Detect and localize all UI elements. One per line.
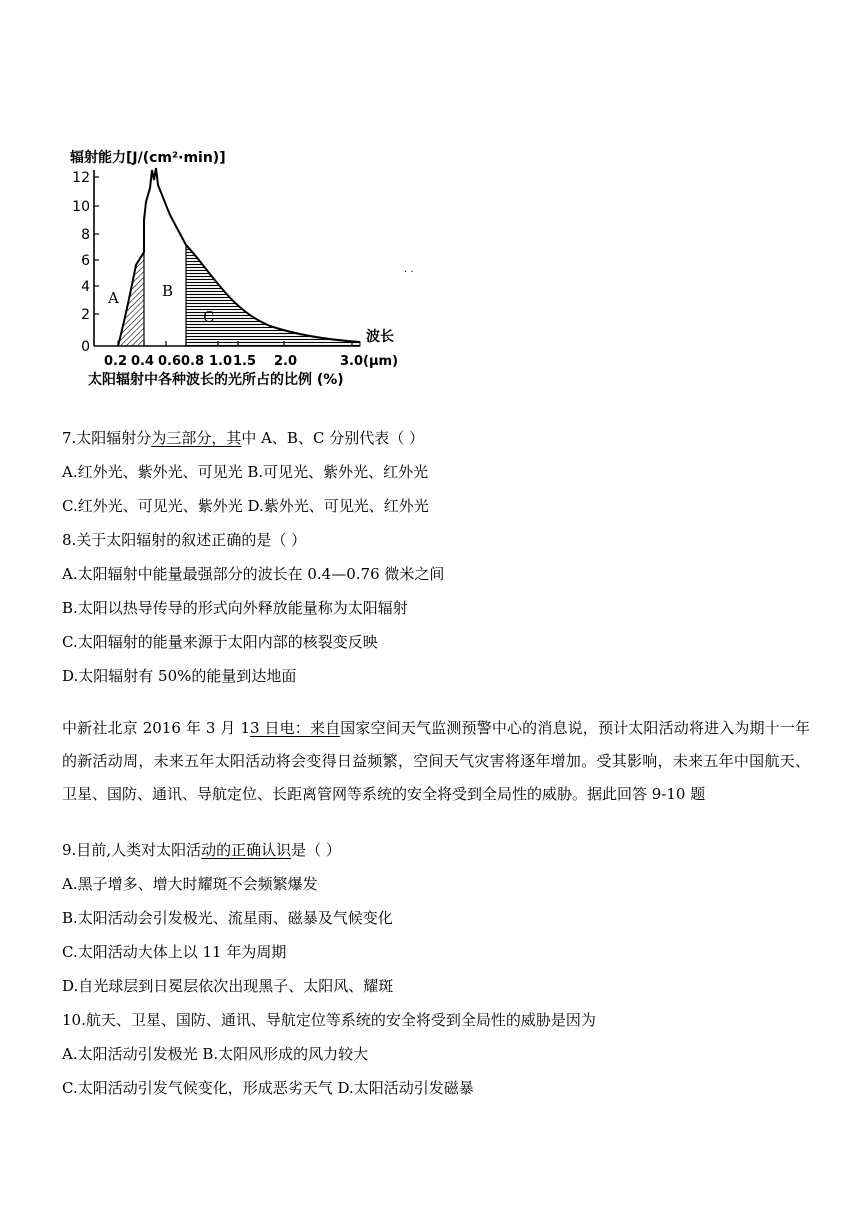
figure-caption: 太阳辐射中各种波长的光所占的比例 (%) — [88, 372, 344, 388]
solar-radiation-figure — [60, 140, 440, 395]
q7-options-cd: C.红外光、可见光、紫外光 D.紫外光、可见光、红外光 — [62, 497, 429, 515]
q9-option-a: A.黑子增多、增大时耀斑不会频繁爆发 — [62, 875, 318, 893]
news-passage: 中新社北京 2016 年 3 月 13 日电：来自国家空间天气监测预警中心的消息说，预计太阳活动将进入为期十一年的新活动周，未来五年太阳活动将会变得日益频繁，空间天气灾害将逐年增加。受其影响，未来五年中国航天、卫星、国防、通讯、导航定位、长距离管网等系统的安全将受到全局性的威胁。据此回答 9-10 题 — [62, 719, 810, 803]
radiation-spectrum-chart — [60, 140, 440, 395]
stray-mark: . . — [404, 264, 414, 275]
x-tick-label: 3.0(μm) — [340, 354, 399, 369]
y-tick-label: 2 — [81, 307, 90, 323]
q8-option-d: D.太阳辐射有 50%的能量到达地面 — [62, 667, 297, 685]
y-tick-label: 8 — [81, 227, 90, 243]
q8-option-b: B.太阳以热导传导的形式向外释放能量称为太阳辐射 — [62, 599, 408, 617]
region-c-area — [186, 245, 360, 346]
q7-options-ab: A.红外光、紫外光、可见光 B.可见光、紫外光、红外光 — [62, 463, 429, 481]
y-tick-label: 4 — [81, 279, 90, 295]
q10-options-ab: A.太阳活动引发极光 B.太阳风形成的风力较大 — [62, 1045, 369, 1063]
x-tick-label: 0.6 — [158, 354, 182, 369]
q8-option-a: A.太阳辐射中能量最强部分的波长在 0.4—0.76 微米之间 — [62, 565, 445, 583]
q8-stem: 8.关于太阳辐射的叙述正确的是（ ） — [62, 531, 307, 549]
q9-option-c: C.太阳活动大体上以 11 年为周期 — [62, 943, 287, 961]
region-label-a: A — [108, 289, 119, 307]
y-tick-label: 10 — [72, 199, 90, 215]
x-tick-label: 1.5 — [233, 354, 257, 369]
y-tick-label: 0 — [81, 339, 90, 355]
q9-stem: 9.目前,人类对太阳活动的正确认识是（ ） — [62, 841, 341, 859]
q9-option-d: D.自光球层到日冕层依次出现黑子、太阳风、耀斑 — [62, 977, 394, 995]
x-tick-label: 0.2 — [104, 354, 128, 369]
q7-stem: 7.太阳辐射分为三部分，其中 A、B、C 分别代表（ ） — [62, 429, 424, 447]
q10-options-cd: C.太阳活动引发气候变化，形成恶劣天气 D.太阳活动引发磁暴 — [62, 1079, 474, 1097]
q10-stem: 10.航天、卫星、国防、通讯、导航定位等系统的安全将受到全局性的威胁是因为 — [62, 1011, 596, 1029]
region-label-b: B — [162, 282, 174, 300]
region-label-c: C — [203, 308, 215, 326]
x-tick-label: 2.0 — [274, 354, 298, 369]
y-axis-title: 辐射能力[J/(cm²·min)] — [70, 150, 226, 166]
y-tick-label: 12 — [72, 170, 90, 186]
q8-option-c: C.太阳辐射的能量来源于太阳内部的核裂变反映 — [62, 633, 378, 651]
x-tick-label: 0.8 — [181, 354, 205, 369]
x-tick-label: 0.4 — [131, 354, 155, 369]
y-tick-label: 6 — [81, 253, 90, 269]
x-tick-label: 1.0 — [209, 354, 233, 369]
q9-option-b: B.太阳活动会引发极光、流星雨、磁暴及气候变化 — [62, 909, 393, 927]
x-axis-name: 波长 — [366, 329, 394, 345]
